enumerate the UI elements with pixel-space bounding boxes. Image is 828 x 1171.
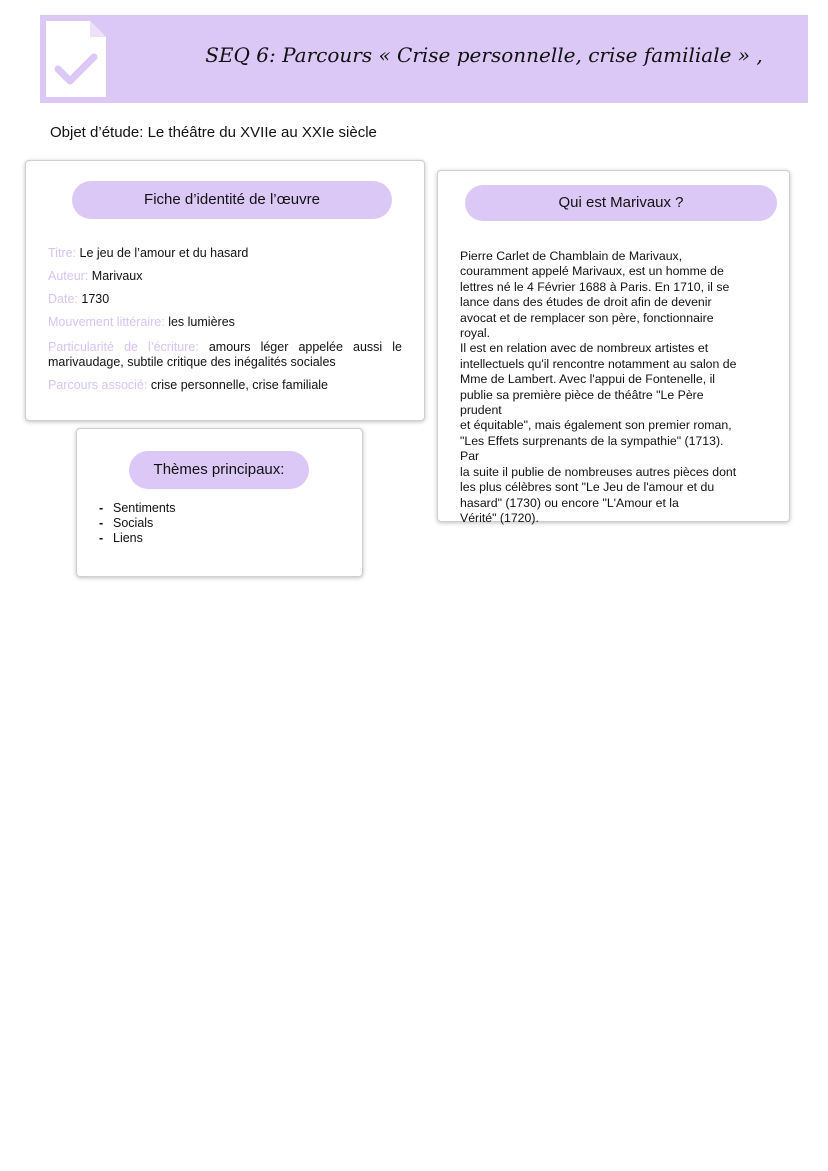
field-value: crise personnelle, crise familiale — [150, 378, 328, 392]
field-label: Parcours associé: — [48, 378, 148, 392]
field-value: Marivaux — [91, 269, 143, 283]
list-item: - Socials — [99, 516, 176, 531]
bio-line: publie sa première pièce de théâtre "Le Père prudent — [460, 387, 704, 418]
bio-line: avocat et de remplacer son père, fonctionnaire royal. — [460, 310, 714, 341]
bio-line: couramment appelé Marivaux, est un homme de — [460, 264, 724, 279]
bio-line: Vérité" (1720). — [460, 510, 539, 525]
author-bio — [460, 249, 746, 526]
field-parcours — [48, 378, 402, 393]
field-writing-line1 — [48, 340, 402, 355]
bio-line: la suite il publie de nombreuses autres pièces dont — [460, 464, 737, 479]
identity-card — [25, 160, 425, 421]
list-item: - Sentiments — [99, 501, 176, 516]
bio-line: hasard" (1730) ou encore "L'Amour et la — [460, 495, 679, 510]
field-value: 1730 — [81, 292, 110, 306]
field-author — [48, 269, 402, 284]
document-check-icon — [44, 19, 108, 99]
field-label: Titre: — [48, 246, 77, 260]
field-value: Le jeu de l’amour et du hasard — [79, 246, 249, 260]
bio-line: lettres né le 4 Février 1688 à Paris. En 1710, il se — [460, 279, 730, 294]
author-card — [437, 170, 790, 525]
header-banner — [40, 15, 808, 103]
page-title: SEQ 6: Parcours « Crise personnelle, crise familiale » , — [205, 43, 763, 67]
field-movement — [48, 315, 402, 330]
field-label: Auteur: — [48, 269, 89, 283]
list-item: - Liens — [99, 531, 176, 546]
identity-heading: Fiche d’identité de l’œuvre — [72, 181, 392, 219]
field-writing — [48, 340, 402, 370]
bio-line: Il est en relation avec de nombreux artistes et — [460, 341, 709, 356]
themes-card — [76, 428, 363, 577]
bio-line: Pierre Carlet de Chamblain de Marivaux, — [460, 249, 683, 263]
bio-line: et équitable", mais également son premier roman, — [460, 418, 732, 433]
bio-line: lance dans des études de droit afin de devenir — [460, 295, 712, 310]
bio-line: intellectuels qu'il rencontre notamment au salon de — [460, 356, 737, 371]
field-label: Date: — [48, 292, 78, 306]
author-heading: Qui est Marivaux ? — [465, 185, 777, 221]
field-date — [48, 292, 402, 307]
bio-line: Mme de Lambert. Avec l'appui de Fontenelle, il — [460, 372, 716, 387]
field-label: Mouvement littéraire: — [48, 315, 165, 329]
field-label: Particularité de l’écriture: — [48, 340, 199, 354]
themes-list — [99, 501, 176, 546]
field-value: amours léger appelée aussi le — [208, 340, 402, 354]
bio-line: les plus célèbres sont "Le Jeu de l'amour et du — [460, 480, 715, 495]
bio-line: "Les Effets surprenants de la sympathie" (1713). Par — [460, 433, 724, 464]
field-value: les lumières — [168, 315, 235, 329]
field-value-continuation: marivaudage, subtile critique des inégalités sociales — [48, 355, 336, 369]
field-title — [48, 246, 402, 261]
themes-heading: Thèmes principaux: — [129, 451, 309, 489]
subject-line: Objet d’étude: Le théâtre du XVIIe au XXIe siècle — [50, 124, 377, 141]
